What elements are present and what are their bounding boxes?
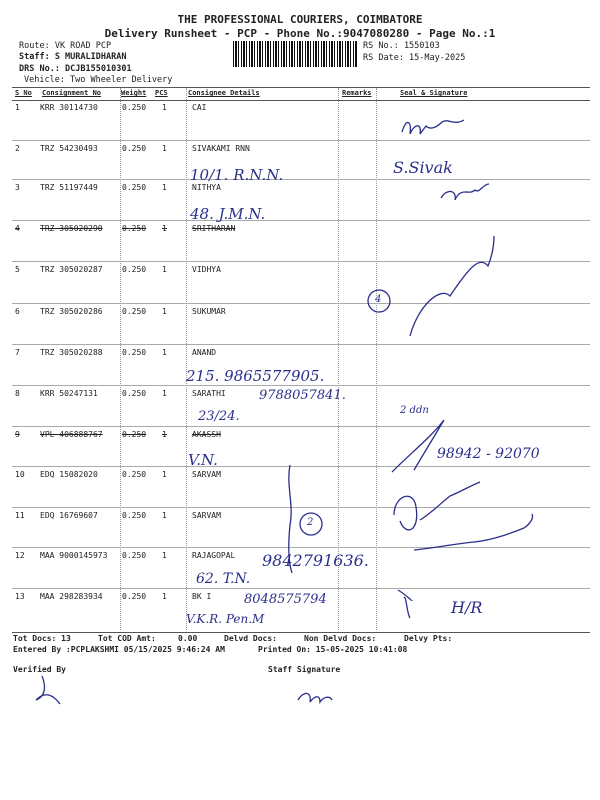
row-pcs: 1	[162, 348, 167, 357]
col-header-sno: S No	[15, 89, 32, 97]
rs-date: RS Date: 15-May-2025	[363, 53, 466, 63]
row-weight: 0.250	[122, 144, 147, 153]
row-consignee: SUKUMAR	[192, 307, 226, 316]
printed-on: Printed On: 15-05-2025 10:41:08	[258, 645, 408, 654]
row-consignee: VIDHYA	[192, 265, 221, 274]
row-pcs: 1	[162, 183, 167, 192]
row-sno: 8	[15, 389, 20, 398]
row-consignee: RAJAGOPAL	[192, 551, 236, 560]
row-pcs: 1	[162, 470, 167, 479]
total-cod-value: 0.00	[178, 634, 198, 643]
route-label: Route: VK ROAD PCP	[19, 41, 112, 51]
row-weight: 0.250	[122, 551, 147, 560]
row-sno: 13	[15, 592, 25, 601]
handwritten-note: 9788057841.	[259, 388, 346, 403]
signature-stroke	[298, 693, 332, 702]
row-consignment: TRZ 305020286	[40, 307, 103, 316]
row-pcs: 1	[162, 265, 167, 274]
row-consignment: MAA 9000145973	[40, 551, 108, 560]
handwritten-note: 23/24.	[198, 409, 240, 424]
signature-stroke	[402, 120, 464, 134]
row-weight: 0.250	[122, 470, 147, 479]
total-cod-label: Tot COD Amt:	[98, 634, 156, 643]
signature-stroke	[414, 514, 533, 550]
row-pcs: 1	[162, 511, 167, 520]
row-consignee: NITHYA	[192, 183, 221, 192]
row-consignee: CAI	[192, 103, 207, 112]
handwritten-note: V.N.	[188, 451, 218, 469]
row-weight: 0.250	[122, 430, 147, 439]
row-weight: 0.250	[122, 224, 147, 233]
signature-stroke	[441, 184, 489, 200]
row-sno: 5	[15, 265, 20, 274]
delivered-docs: Delvd Docs:	[224, 634, 277, 643]
row-pcs: 1	[162, 224, 167, 233]
handwritten-note: 48. J.M.N.	[190, 205, 266, 223]
row-sno: 12	[15, 551, 25, 560]
handwritten-note: V.K.R. Pen.M	[186, 612, 265, 626]
row-consignment: TRZ 305020287	[40, 265, 103, 274]
handwritten-note: 2 ddn	[400, 405, 429, 416]
row-sno: 6	[15, 307, 20, 316]
handwritten-note: 10/1. R.N.N.	[190, 166, 284, 184]
row-sno: 9	[15, 430, 20, 439]
company-title: THE PROFESSIONAL COURIERS, COIMBATORE	[177, 13, 423, 26]
handwritten-signature: S.Sivak	[393, 158, 453, 177]
circled-number: 2	[307, 517, 314, 528]
signature-stroke	[394, 496, 417, 530]
row-weight: 0.250	[122, 348, 147, 357]
row-sno: 2	[15, 144, 20, 153]
circled-number: 4	[375, 294, 382, 305]
row-consignee: ANAND	[192, 348, 217, 357]
row-consignee: SIVAKAMI RNN	[192, 144, 250, 153]
runsheet-subtitle: Delivery Runsheet - PCP - Phone No.:9047080280 - Page No.:1	[104, 27, 496, 40]
row-consignment: TRZ 305020288	[40, 348, 103, 357]
verified-by: Verified By	[13, 665, 66, 674]
row-consignee: SRITHARAN	[192, 224, 236, 233]
signature-stroke	[289, 465, 292, 573]
drs-label: DRS No.: DCJB155010301	[19, 64, 132, 74]
row-sno: 3	[15, 183, 20, 192]
row-sno: 4	[15, 224, 20, 233]
row-pcs: 1	[162, 307, 167, 316]
col-header-remarks: Remarks	[342, 89, 372, 97]
signature-stroke	[420, 482, 480, 520]
non-delivered-docs: Non Delvd Docs:	[304, 634, 377, 643]
row-pcs: 1	[162, 144, 167, 153]
signature-stroke	[398, 590, 412, 618]
col-header-consignee: Consignee Details	[188, 89, 260, 97]
vehicle-label: Vehicle: Two Wheeler Delivery	[24, 75, 173, 85]
row-pcs: 1	[162, 592, 167, 601]
row-consignment: EDQ 15082020	[40, 470, 98, 479]
row-consignee: AKASSH	[192, 430, 221, 439]
row-weight: 0.250	[122, 389, 147, 398]
row-consignment: TRZ 305020290	[40, 224, 103, 233]
delivery-points: Delvy Pts:	[404, 634, 453, 643]
row-pcs: 1	[162, 430, 167, 439]
row-consignee: SARATHI	[192, 389, 226, 398]
row-weight: 0.250	[122, 265, 147, 274]
handwritten-note: 9842791636.	[262, 551, 369, 570]
handwritten-note: 62. T.N.	[196, 571, 251, 587]
total-docs: Tot Docs: 13	[13, 634, 71, 643]
row-consignee: BK I	[192, 592, 212, 601]
row-consignment: EDQ 16769607	[40, 511, 98, 520]
col-header-weight: Weight	[121, 89, 147, 97]
row-consignee: SARVAM	[192, 470, 221, 479]
handwritten-note: 8048575794	[244, 592, 327, 607]
entered-by: Entered By :PCPLAKSHMI 05/15/2025 9:46:24 AM	[13, 645, 225, 654]
row-consignment: TRZ 51197449	[40, 183, 98, 192]
row-pcs: 1	[162, 103, 167, 112]
row-consignee: SARVAM	[192, 511, 221, 520]
table-bottom-rule	[12, 632, 590, 633]
row-consignment: KRR 30114730	[40, 103, 98, 112]
handwritten-note: 98942 - 92070	[437, 446, 540, 462]
row-consignment: MAA 298283934	[40, 592, 103, 601]
row-consignment: VPL 406888767	[40, 430, 103, 439]
handwritten-note: 215. 9865577905.	[186, 367, 325, 385]
signature-stroke	[392, 420, 444, 472]
row-sno: 1	[15, 103, 20, 112]
row-consignment: TRZ 54230493	[40, 144, 98, 153]
col-header-seal: Seal & Signature	[400, 89, 468, 97]
row-sno: 11	[15, 511, 25, 520]
row-weight: 0.250	[122, 103, 147, 112]
row-weight: 0.250	[122, 307, 147, 316]
staff-label: Staff: S MURALIDHARAN	[19, 52, 127, 62]
signature-stroke	[36, 676, 60, 704]
row-weight: 0.250	[122, 592, 147, 601]
signature-stroke	[410, 236, 494, 336]
row-consignment: KRR 50247131	[40, 389, 98, 398]
row-sno: 10	[15, 470, 25, 479]
col-header-consignment: Consignment No	[42, 89, 102, 97]
row-weight: 0.250	[122, 183, 147, 192]
row-sno: 7	[15, 348, 20, 357]
row-pcs: 1	[162, 551, 167, 560]
row-pcs: 1	[162, 389, 167, 398]
handwritten-note: H/R	[451, 598, 483, 617]
staff-signature-label: Staff Signature	[268, 665, 341, 674]
rs-number: RS No.: 1550103	[363, 41, 440, 51]
row-weight: 0.250	[122, 511, 147, 520]
col-header-pcs: PCS	[155, 89, 168, 97]
